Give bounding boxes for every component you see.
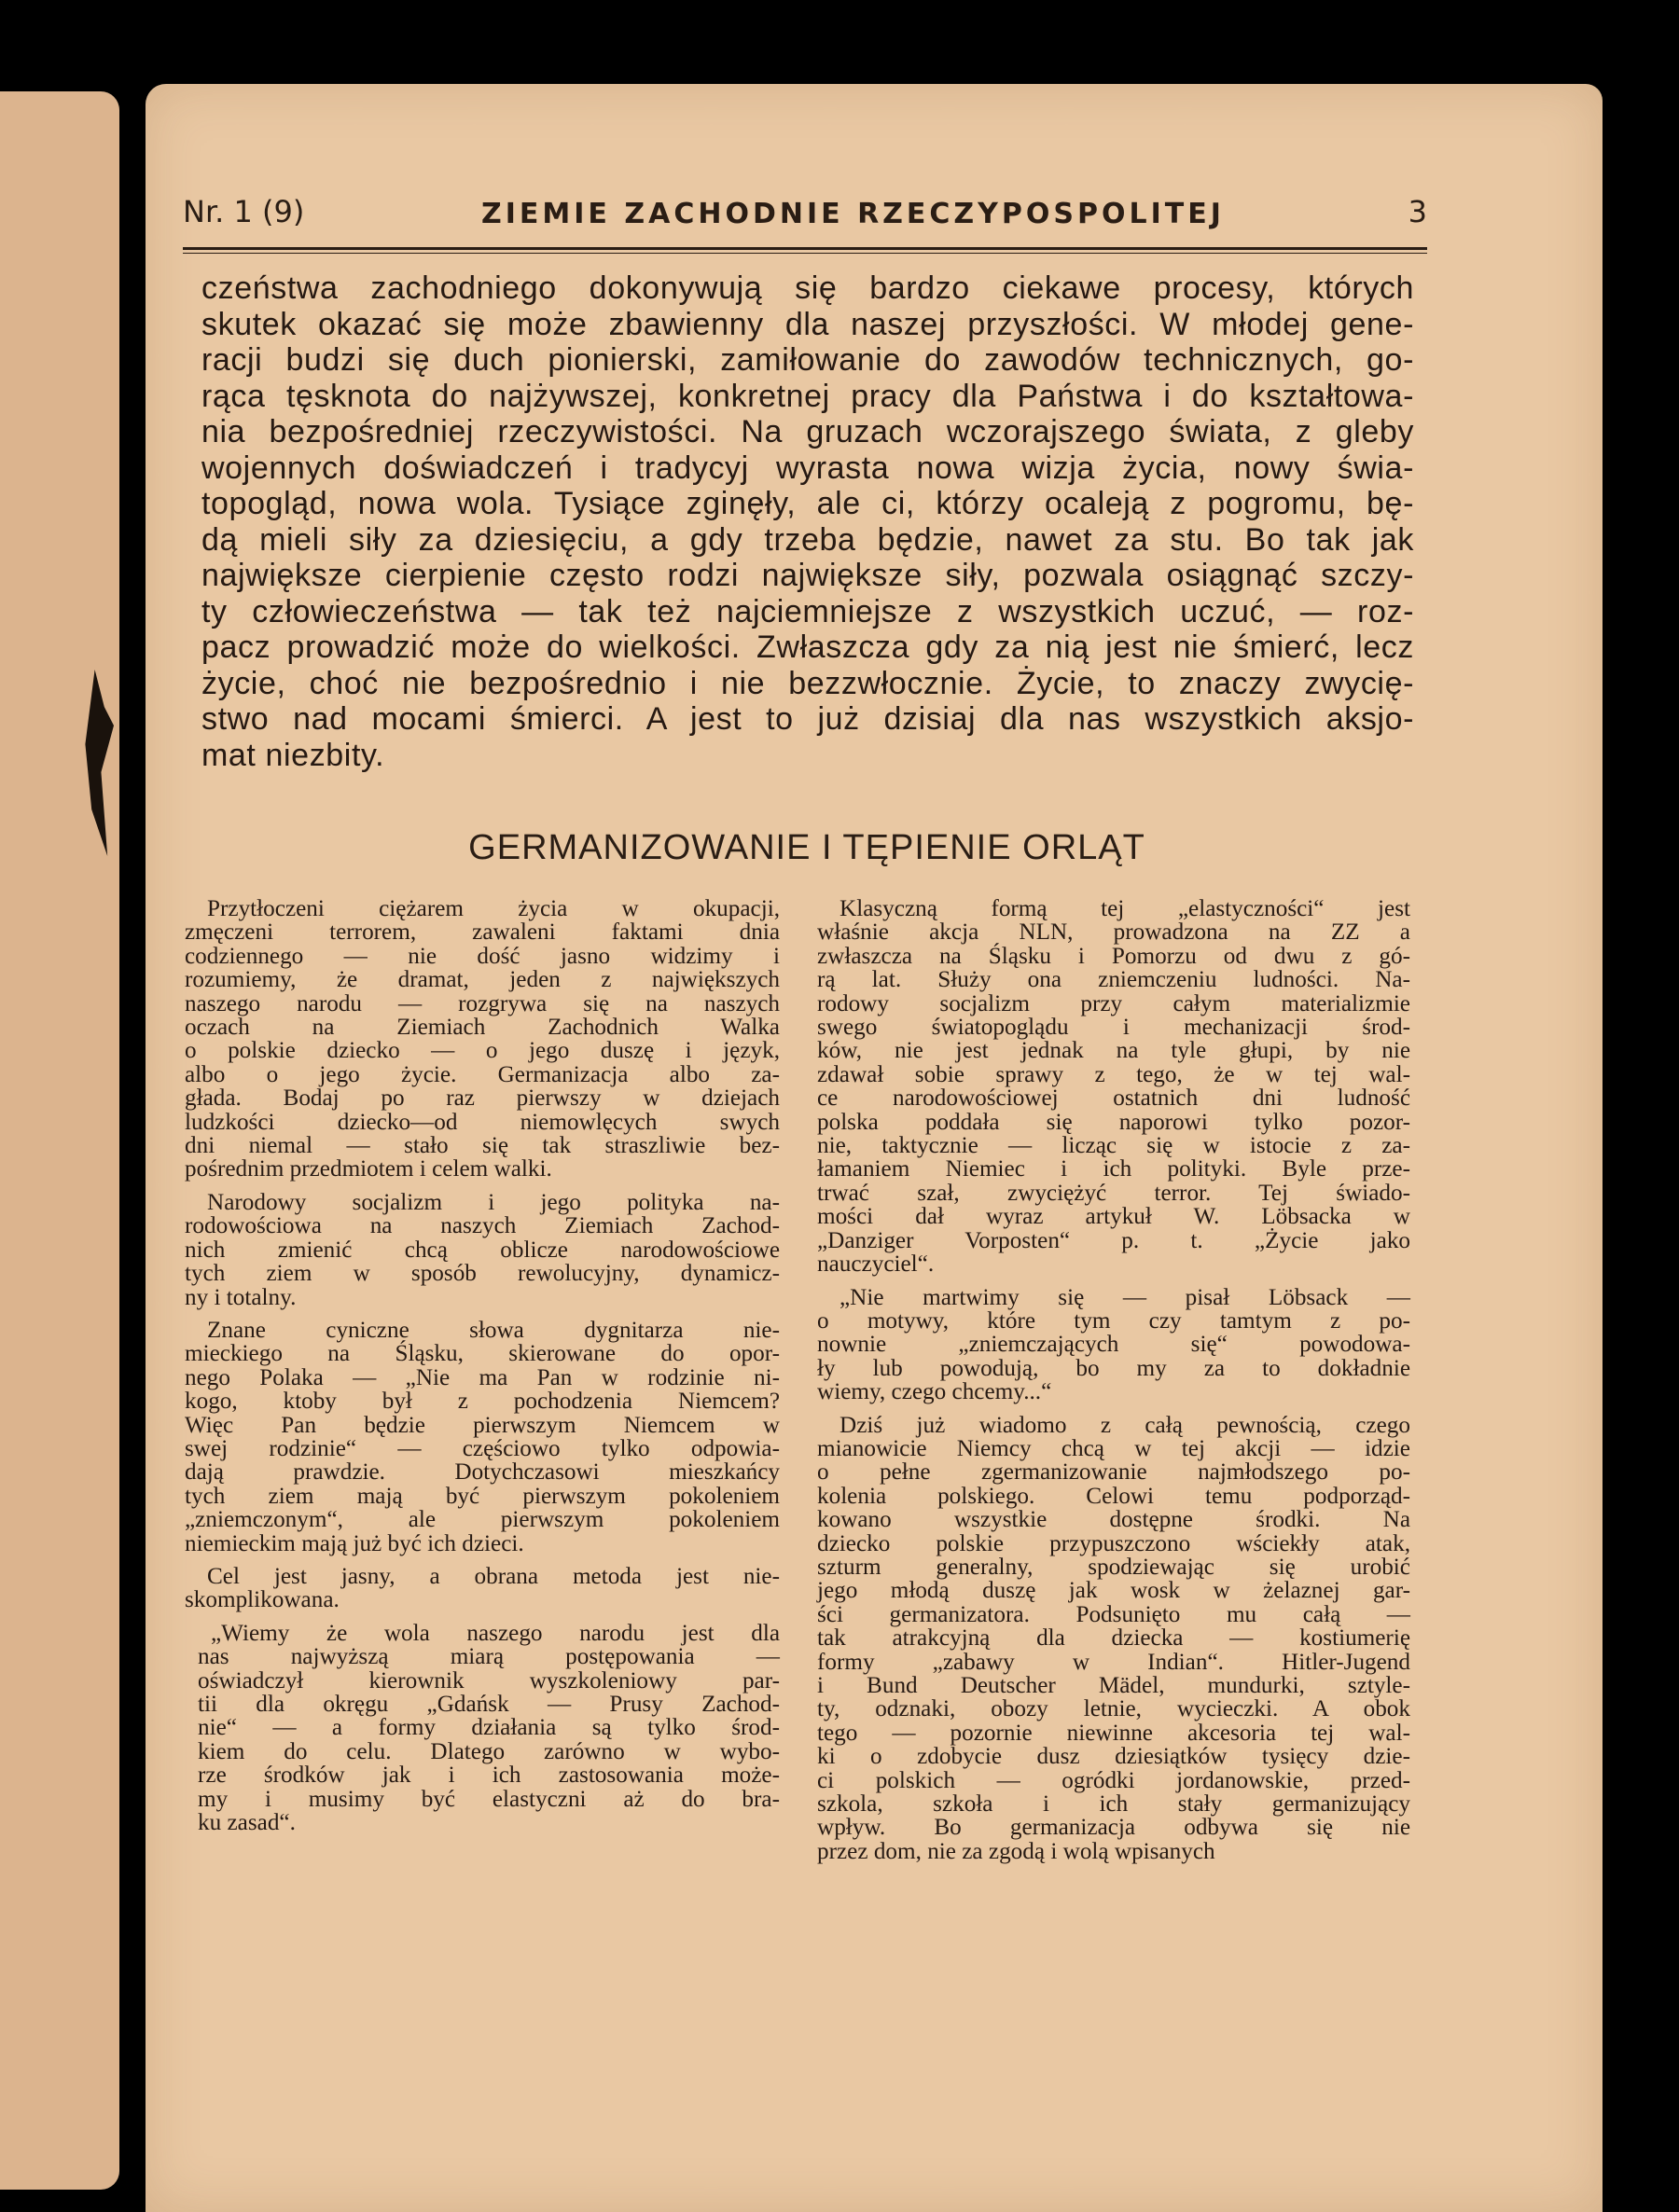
article-line: ły lub powodują, bo my za to dokładnie — [817, 1355, 1410, 1381]
article-line: rozumiemy, że dramat, jeden z największych — [185, 967, 780, 993]
intro-line: pacz prowadzić może do wielkości. Zwłaszcza gdy za nią jest nie śmierć, lecz — [201, 629, 1414, 665]
article-paragraph — [185, 1565, 780, 1612]
intro-line: skutek okazać się może zbawienny dla naszej przyszłości. W młodej gene- — [201, 306, 1414, 342]
article-line: naszego narodu — rozgrywa się na naszych — [185, 990, 780, 1016]
article-line: swego światopoglądu i mechanizacji środ- — [817, 1015, 1410, 1041]
article-line: rodowy socjalizm przy całym materializmie — [817, 990, 1410, 1016]
intro-line: rąca tęsknota do najżywszej, konkretnej pracy dla Państwa i do kształtowa- — [201, 378, 1414, 414]
article-line: tych ziem mają być pierwszym pokoleniem — [185, 1483, 780, 1509]
article-line: Narodowy socjalizm i jego polityka na- — [207, 1189, 780, 1215]
article-line: nich zmienić chcą oblicze narodowościowe — [185, 1237, 780, 1263]
intro-line: racji budzi się duch pionierski, zamiłowanie do zawodów technicznych, go- — [201, 342, 1414, 378]
intro-line: życie, choć nie bezpośrednio i nie bezzwłocznie. Życie, to znaczy zwycię- — [201, 665, 1414, 701]
article-line: kiem do celu. Dlatego zarówno w wybo- — [198, 1738, 780, 1764]
article-paragraph — [817, 1414, 1410, 1864]
article-line: szkola, szkoła i ich stały germanizujący — [817, 1791, 1410, 1818]
article-line: ści germanizatora. Podsunięto mu całą — — [817, 1601, 1410, 1627]
article-line: albo o jego życie. Germanizacja albo za- — [185, 1061, 780, 1087]
article-line: ny i totalny. — [185, 1284, 297, 1310]
page-number: 3 — [1408, 194, 1427, 229]
intro-line: nia bezpośredniej rzeczywistości. Na gruzach wczorajszego świata, z gleby — [201, 414, 1414, 449]
article-line: zwłaszcza na Śląsku i Pomorzu od dwu z gó- — [817, 943, 1410, 969]
article-line: wiemy, czego chcemy...“ — [817, 1379, 1052, 1405]
article-title: GERMANIZOWANIE I TĘPIENIE ORLĄT — [468, 828, 1145, 867]
article-line: właśnie akcja NLN, prowadzona na ZZ a — [817, 919, 1410, 946]
issue-number: Nr. 1 (9) — [183, 194, 305, 229]
article-paragraph — [817, 897, 1410, 1277]
article-line: kolenia polskiego. Celowi temu podporząd- — [817, 1483, 1410, 1509]
article-line: swej rodzinie“ — częściowo tylko odpowia- — [185, 1435, 780, 1461]
article-line: tii dla okręgu „Gdańsk — Prusy Zachod- — [198, 1692, 780, 1717]
article-line: codziennego — nie dość jasno widzimy i — [185, 943, 780, 969]
article-line: skomplikowana. — [185, 1587, 340, 1613]
article-line: jego młodą duszę jak wosk w żelaznej gar- — [817, 1578, 1410, 1604]
article-line: Cel jest jasny, a obrana metoda jest nie- — [207, 1563, 780, 1589]
article-line: pośrednim przedmiotem i celem walki. — [185, 1156, 552, 1182]
article-line: ków, nie jest jednak na tyle głupi, by nie — [817, 1038, 1410, 1064]
article-line: nauczyciel“. — [817, 1251, 935, 1278]
article-paragraph — [185, 1622, 780, 1835]
intro-line: wojennych doświadczeń i tradycyj wyrasta nowa wizja życia, nowy świa- — [201, 449, 1414, 486]
article-line: kowano wszystkie dostępne środki. Na — [817, 1507, 1410, 1533]
article-line: tych ziem w sposób rewolucyjny, dynamicz- — [185, 1261, 780, 1287]
intro-line: największe cierpienie często rodzi największe siły, pozwala osiągnąć szczy- — [201, 558, 1414, 593]
article-line: nego Polaka — „Nie ma Pan w rodzinie ni- — [185, 1364, 780, 1390]
article-line: formy „zabawy w Indian“. Hitler-Jugend — [817, 1649, 1410, 1675]
running-header — [183, 187, 1427, 233]
article-line: Znane cyniczne słowa dygnitarza nie- — [207, 1317, 780, 1343]
article-line: tego — pozornie niewinne akcesoria tej wal- — [817, 1720, 1410, 1746]
header-rule — [183, 247, 1427, 250]
article-line: Klasyczną formą tej „elastyczności“ jest — [840, 896, 1410, 921]
article-line: łamaniem Niemiec i ich polityki. Byle prze- — [817, 1156, 1410, 1182]
article-line: nownie „zniemczających się“ powodowa- — [817, 1332, 1410, 1358]
article-line: nas najwyższą miarą postępowania — — [198, 1644, 780, 1670]
article-line: Więc Pan będzie pierwszym Niemcem w — [185, 1412, 780, 1438]
article-line: ty, odznaki, obozy letnie, wycieczki. A obok — [817, 1696, 1410, 1722]
article-line: trwać szał, zwyciężyć terror. Tej świado- — [817, 1180, 1410, 1206]
article-line: ci polskich — ogródki jordanowskie, przed- — [817, 1767, 1410, 1793]
article-line: Dziś już wiadomo z całą pewnością, czego — [840, 1412, 1410, 1438]
previous-page-edge — [0, 91, 119, 2190]
article-line: niemieckim mają już być ich dzieci. — [185, 1530, 524, 1556]
article-line: oczach na Ziemiach Zachodnich Walka — [185, 1015, 780, 1041]
article-line: dziecko polskie przypuszczono wściekły atak, — [817, 1530, 1410, 1556]
article-line: „Nie martwimy się — pisał Löbsack — — [840, 1284, 1410, 1310]
article-line: Przytłoczeni ciężarem życia w okupacji, — [207, 896, 780, 921]
intro-paragraph — [201, 270, 1414, 773]
left-column — [185, 897, 780, 1844]
article-line: szturm generalny, spodziewając się urobić — [817, 1554, 1410, 1580]
article-line: mości dał wyraz artykuł W. Löbsacka w — [817, 1204, 1410, 1230]
article-line: dni niemal — stało się tak straszliwie bez- — [185, 1133, 780, 1159]
header-rule-thin — [183, 253, 1427, 254]
intro-line: ty człowieczeństwa — tak też najciemniejsze z wszystkich uczuć, — roz- — [201, 593, 1414, 629]
article-line: rą lat. Służy ona zniemczeniu ludności. Na- — [817, 967, 1410, 993]
article-line: o motywy, które tym czy tamtym z po- — [817, 1307, 1410, 1334]
article-line: mianowicie Niemcy chcą w tej akcji — idzie — [817, 1435, 1410, 1461]
article-line: o pełne zgermanizowanie najmłodszego po- — [817, 1459, 1410, 1486]
article-paragraph — [185, 1191, 780, 1309]
article-line: my i musimy być elastyczni aż do bra- — [198, 1786, 780, 1812]
article-paragraph — [817, 1286, 1410, 1404]
article-line: „Danziger Vorposten“ p. t. „Życie jako — [817, 1227, 1410, 1253]
article-line: o polskie dziecko — o jego duszę i język, — [185, 1038, 780, 1064]
article-line: wpływ. Bo germanizacja odbywa się nie — [817, 1815, 1410, 1841]
paper-tear — [82, 670, 114, 856]
intro-line: stwo nad mocami śmierci. A jest to już dzisiaj dla nas wszystkich aksjo- — [201, 701, 1414, 737]
article-line: polska poddała się naporowi tylko pozor- — [817, 1109, 1410, 1135]
intro-line: mat niezbity. — [201, 737, 385, 773]
article-paragraph — [185, 897, 780, 1182]
journal-title: ZIEMIE ZACHODNIE RZECZYPOSPOLITEJ — [481, 198, 1225, 230]
intro-line: czeństwa zachodniego dokonywują się bardzo ciekawe procesy, których — [201, 270, 1414, 306]
article-line: i Bund Deutscher Mädel, mundurki, sztyle- — [817, 1673, 1410, 1698]
article-line: dają prawdzie. Dotychczasowi mieszkańcy — [185, 1459, 780, 1486]
article-line: nie, taktycznie — licząc się w istocie z za- — [817, 1133, 1410, 1159]
article-line: zdawał sobie sprawy z tego, że w tej wal- — [817, 1061, 1410, 1087]
article-line: głada. Bodaj po raz pierwszy w dziejach — [185, 1085, 780, 1112]
article-line: ce narodowościowej ostatnich dni ludność — [817, 1085, 1410, 1112]
article-line: ludzkości dziecko—od niemowlęcych swych — [185, 1109, 780, 1135]
right-column — [817, 897, 1410, 1873]
article-line: rodowościowa na naszych Ziemiach Zachod- — [185, 1213, 780, 1239]
article-line: kogo, ktoby był z pochodzenia Niemcem? — [185, 1389, 780, 1415]
article-line: „Wiemy że wola naszego narodu jest dla — [211, 1620, 780, 1646]
article-line: ki o zdobycie dusz dziesiątków tysięcy dzie- — [817, 1744, 1410, 1770]
article-line: nie“ — a formy działania są tylko środ- — [198, 1715, 780, 1741]
article-line: rze środków jak i ich zastosowania może- — [198, 1763, 780, 1789]
article-line: ku zasad“. — [198, 1810, 296, 1836]
article-line: mieckiego na Śląsku, skierowane do opor- — [185, 1341, 780, 1367]
article-line: oświadczył kierownik wyszkoleniowy par- — [198, 1667, 780, 1694]
article-line: przez dom, nie za zgodą i wolą wpisanych — [817, 1838, 1215, 1864]
article-line: zmęczeni terrorem, zawaleni faktami dnia — [185, 919, 780, 946]
intro-line: dą mieli siły za dziesięciu, a gdy trzeba będzie, nawet za stu. Bo tak jak — [201, 521, 1414, 558]
article-line: tak atrakcyjną dla dziecka — kostiumerię — [817, 1625, 1410, 1652]
intro-line: topogląd, nowa wola. Tysiące zginęły, ale ci, którzy ocaleją z pogromu, bę- — [201, 486, 1414, 521]
article-line: „zniemczonym“, ale pierwszym pokoleniem — [185, 1507, 780, 1533]
article-paragraph — [185, 1319, 780, 1555]
